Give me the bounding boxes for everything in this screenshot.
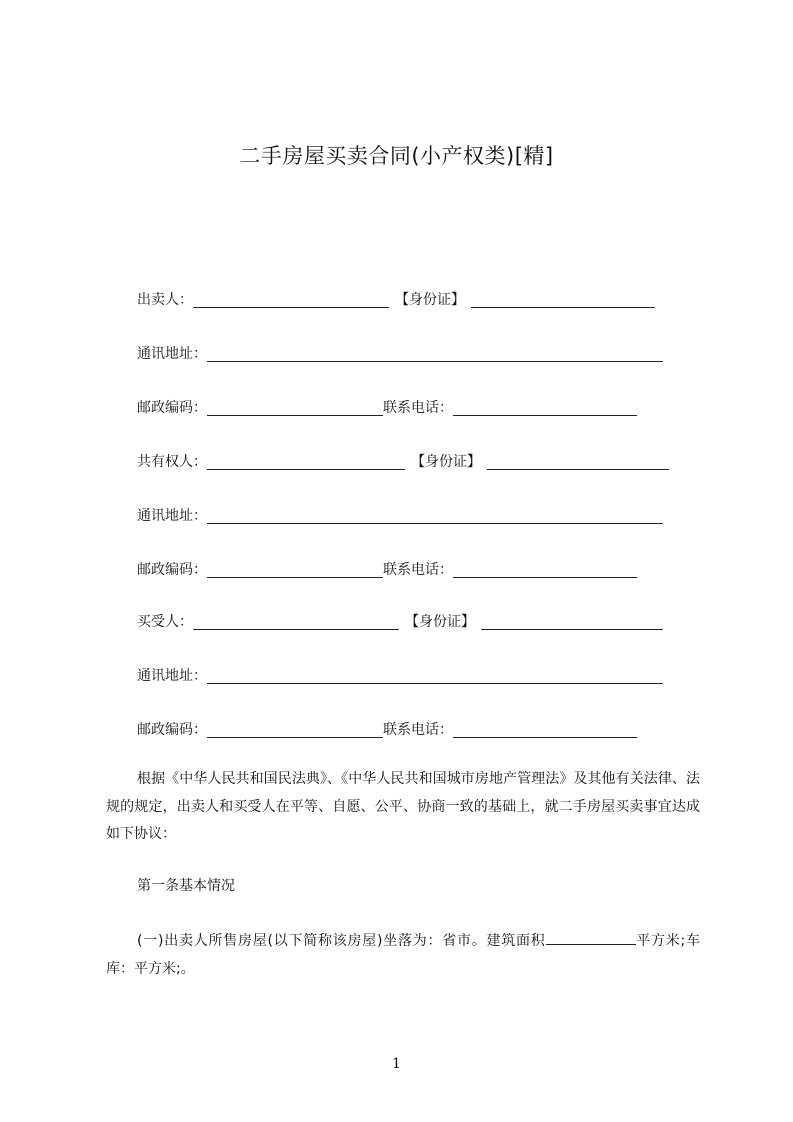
seller-contact-row — [137, 398, 637, 418]
co-owner-phone-field[interactable] — [453, 562, 637, 578]
page-title: 二手房屋买卖合同(小产权类)[精] — [239, 144, 554, 168]
co-owner-contact-row — [137, 560, 637, 580]
buyer-label: 买受人： — [137, 614, 193, 630]
page-number: 1 — [392, 1056, 401, 1072]
buyer-phone-field[interactable] — [453, 722, 637, 738]
co-owner-address-row — [137, 506, 663, 526]
co-owner-row — [137, 452, 669, 472]
seller-label: 出卖人： — [137, 292, 193, 308]
seller-postcode-label: 邮政编码： — [137, 400, 207, 416]
seller-postcode-field[interactable] — [207, 400, 383, 416]
buyer-name-field[interactable] — [193, 614, 399, 630]
building-area-field[interactable] — [546, 930, 636, 945]
seller-name-field[interactable] — [193, 292, 389, 308]
seller-address-label: 通讯地址： — [137, 346, 207, 362]
co-owner-phone-label: 联系电话： — [383, 562, 453, 578]
co-owner-label: 共有权人： — [137, 454, 207, 470]
clause1-paragraph — [106, 928, 700, 983]
co-owner-id-field[interactable] — [487, 454, 669, 470]
seller-address-row — [137, 344, 663, 364]
buyer-postcode-field[interactable] — [207, 722, 383, 738]
seller-id-field[interactable] — [471, 292, 655, 308]
buyer-address-row — [137, 666, 663, 686]
buyer-phone-label: 联系电话： — [383, 722, 453, 738]
buyer-row — [137, 612, 663, 632]
seller-row — [137, 290, 655, 310]
article1-heading: 第一条基本情况 — [137, 878, 235, 894]
buyer-contact-row — [137, 720, 637, 740]
seller-id-label: 【身份证】 — [395, 292, 465, 308]
co-owner-address-field[interactable] — [207, 508, 663, 524]
clause1-text-part1: (一)出卖人所售房屋(以下简称该房屋)坐落为：省市。建筑面积 — [137, 933, 546, 949]
buyer-id-field[interactable] — [481, 614, 663, 630]
buyer-address-field[interactable] — [207, 668, 663, 684]
clause1-text-part2: 平方米;车库：平方米;。 — [106, 933, 700, 977]
co-owner-postcode-label: 邮政编码： — [137, 562, 207, 578]
preamble-paragraph: 根据《中华人民共和国民法典》、《中华人民共和国城市房地产管理法》及其他有关法律、法规的规定，出卖人和买受人在平等、自愿、公平、协商一致的基础上，就二手房屋买卖事宜达成如下协议： — [106, 771, 700, 842]
co-owner-address-label: 通讯地址： — [137, 508, 207, 524]
seller-phone-label: 联系电话： — [383, 400, 453, 416]
buyer-id-label: 【身份证】 — [405, 614, 475, 630]
buyer-postcode-label: 邮政编码： — [137, 722, 207, 738]
buyer-address-label: 通讯地址： — [137, 668, 207, 684]
seller-phone-field[interactable] — [453, 400, 637, 416]
co-owner-postcode-field[interactable] — [207, 562, 383, 578]
seller-address-field[interactable] — [207, 346, 663, 362]
co-owner-name-field[interactable] — [207, 454, 405, 470]
co-owner-id-label: 【身份证】 — [411, 454, 481, 470]
